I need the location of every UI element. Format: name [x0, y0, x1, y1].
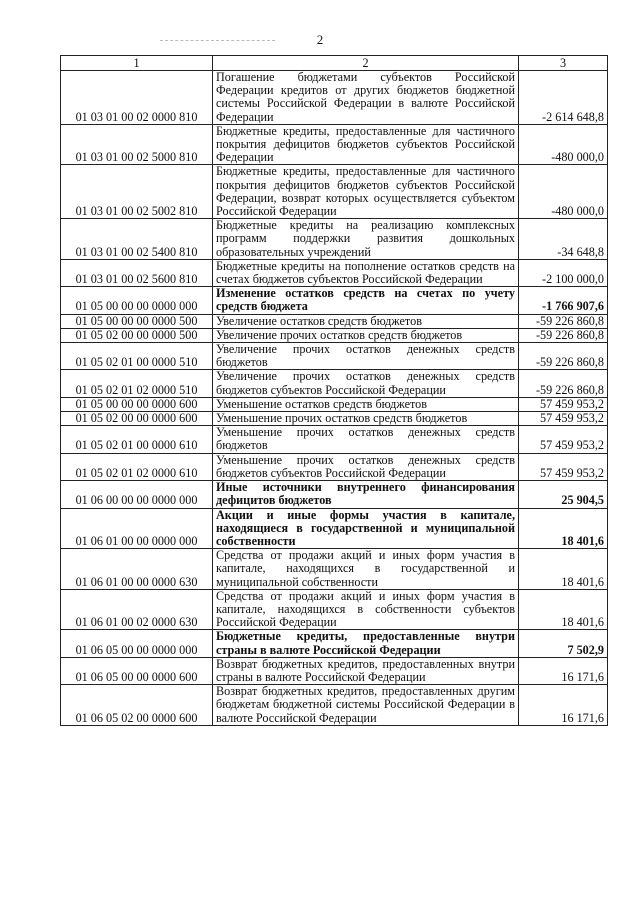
table-row — [61, 685, 608, 726]
row-description: Возврат бюджетных кредитов, предоставленных другим бюджетам бюджетной системы Российской Федерации в валюте Российской Федерации — [213, 685, 519, 726]
table-row — [61, 549, 608, 590]
table-row — [61, 630, 608, 657]
row-amount: 57 459 953,2 — [519, 453, 608, 480]
row-description: Уменьшение прочих остатков денежных средств бюджетов — [213, 426, 519, 453]
row-description: Бюджетные кредиты, предоставленные для частичного покрытия дефицитов бюджетов субъектов Российской Федерации, возврат которых осуществляется субъектом Российской Федерации — [213, 165, 519, 219]
page-number: 2 — [316, 32, 324, 47]
row-description: Бюджетные кредиты на пополнение остатков средств на счетах бюджетов субъектов Российской Федерации — [213, 259, 519, 286]
row-amount: -2 614 648,8 — [519, 71, 608, 125]
row-amount: -480 000,0 — [519, 124, 608, 165]
column-header-2: 2 — [213, 56, 519, 71]
row-amount: -1 766 907,6 — [519, 287, 608, 314]
row-amount: 16 171,6 — [519, 685, 608, 726]
row-description: Увеличение прочих остатков денежных средств бюджетов — [213, 343, 519, 370]
scan-artifact-line — [160, 40, 275, 42]
row-code: 01 03 01 00 02 0000 810 — [61, 71, 213, 125]
table-row — [61, 589, 608, 630]
row-code: 01 06 01 00 02 0000 630 — [61, 589, 213, 630]
row-amount: -59 226 860,8 — [519, 314, 608, 328]
table-row — [61, 426, 608, 453]
row-code: 01 05 02 00 00 0000 500 — [61, 328, 213, 342]
row-amount: -59 226 860,8 — [519, 328, 608, 342]
table-row — [61, 657, 608, 684]
table-row — [61, 314, 608, 328]
table-row — [61, 397, 608, 411]
row-description: Увеличение прочих остатков средств бюджетов — [213, 328, 519, 342]
row-description: Увеличение прочих остатков денежных средств бюджетов субъектов Российской Федерации — [213, 370, 519, 397]
row-amount: 18 401,6 — [519, 549, 608, 590]
table-row — [61, 453, 608, 480]
table-row — [61, 328, 608, 342]
row-code: 01 05 00 00 00 0000 600 — [61, 397, 213, 411]
row-code: 01 03 01 00 02 5400 810 — [61, 219, 213, 260]
budget-sources-table — [60, 55, 608, 726]
row-amount: -480 000,0 — [519, 165, 608, 219]
row-amount: 57 459 953,2 — [519, 397, 608, 411]
row-code: 01 05 02 01 00 0000 610 — [61, 426, 213, 453]
row-code: 01 06 05 00 00 0000 600 — [61, 657, 213, 684]
table-row — [61, 219, 608, 260]
row-amount: -2 100 000,0 — [519, 259, 608, 286]
column-header-1: 1 — [61, 56, 213, 71]
row-description: Погашение бюджетами субъектов Российской Федерации кредитов от других бюджетов бюджетной системы Российской Федерации в валюте Российской Федерации — [213, 71, 519, 125]
column-header-3: 3 — [519, 56, 608, 71]
table-row — [61, 259, 608, 286]
row-amount: -59 226 860,8 — [519, 370, 608, 397]
table-row — [61, 165, 608, 219]
row-code: 01 03 01 00 02 5600 810 — [61, 259, 213, 286]
row-code: 01 03 01 00 02 5002 810 — [61, 165, 213, 219]
row-description: Средства от продажи акций и иных форм участия в капитале, находящихся в собственности субъектов Российской Федерации — [213, 589, 519, 630]
row-code: 01 06 01 00 00 0000 630 — [61, 549, 213, 590]
row-description: Бюджетные кредиты на реализацию комплексных программ поддержки развития дошкольных образовательных учреждений — [213, 219, 519, 260]
row-description: Уменьшение остатков средств бюджетов — [213, 397, 519, 411]
row-code: 01 06 05 02 00 0000 600 — [61, 685, 213, 726]
row-description: Уменьшение прочих остатков средств бюджетов — [213, 412, 519, 426]
row-amount: 57 459 953,2 — [519, 426, 608, 453]
table-row — [61, 124, 608, 165]
row-description: Увеличение остатков средств бюджетов — [213, 314, 519, 328]
row-amount: 57 459 953,2 — [519, 412, 608, 426]
row-description: Изменение остатков средств на счетах по учету средств бюджета — [213, 287, 519, 314]
table-row — [61, 370, 608, 397]
row-code: 01 06 01 00 00 0000 000 — [61, 508, 213, 549]
table-row — [61, 71, 608, 125]
row-amount: 16 171,6 — [519, 657, 608, 684]
row-amount: 18 401,6 — [519, 589, 608, 630]
row-description: Средства от продажи акций и иных форм участия в капитале, находящихся в государственной и муниципальной собственности — [213, 549, 519, 590]
table-row — [61, 412, 608, 426]
row-description: Возврат бюджетных кредитов, предоставленных внутри страны в валюте Российской Федерации — [213, 657, 519, 684]
table-header-row — [61, 56, 608, 71]
row-description: Уменьшение прочих остатков денежных средств бюджетов субъектов Российской Федерации — [213, 453, 519, 480]
table-row — [61, 508, 608, 549]
row-amount: -59 226 860,8 — [519, 343, 608, 370]
row-description: Акции и иные формы участия в капитале, находящиеся в государственной и муниципальной собственности — [213, 508, 519, 549]
row-code: 01 05 00 00 00 0000 500 — [61, 314, 213, 328]
row-amount: -34 648,8 — [519, 219, 608, 260]
table-row — [61, 287, 608, 314]
row-description: Бюджетные кредиты, предоставленные для частичного покрытия дефицитов бюджетов субъектов Российской Федерации — [213, 124, 519, 165]
row-code: 01 05 00 00 00 0000 000 — [61, 287, 213, 314]
row-description: Иные источники внутреннего финансирования дефицитов бюджетов — [213, 481, 519, 508]
row-code: 01 05 02 01 02 0000 510 — [61, 370, 213, 397]
row-amount: 7 502,9 — [519, 630, 608, 657]
table-row — [61, 481, 608, 508]
row-amount: 25 904,5 — [519, 481, 608, 508]
row-amount: 18 401,6 — [519, 508, 608, 549]
row-code: 01 05 02 00 00 0000 600 — [61, 412, 213, 426]
table-row — [61, 343, 608, 370]
row-code: 01 05 02 01 00 0000 510 — [61, 343, 213, 370]
row-description: Бюджетные кредиты, предоставленные внутри страны в валюте Российской Федерации — [213, 630, 519, 657]
row-code: 01 05 02 01 02 0000 610 — [61, 453, 213, 480]
row-code: 01 06 00 00 00 0000 000 — [61, 481, 213, 508]
row-code: 01 06 05 00 00 0000 000 — [61, 630, 213, 657]
row-code: 01 03 01 00 02 5000 810 — [61, 124, 213, 165]
